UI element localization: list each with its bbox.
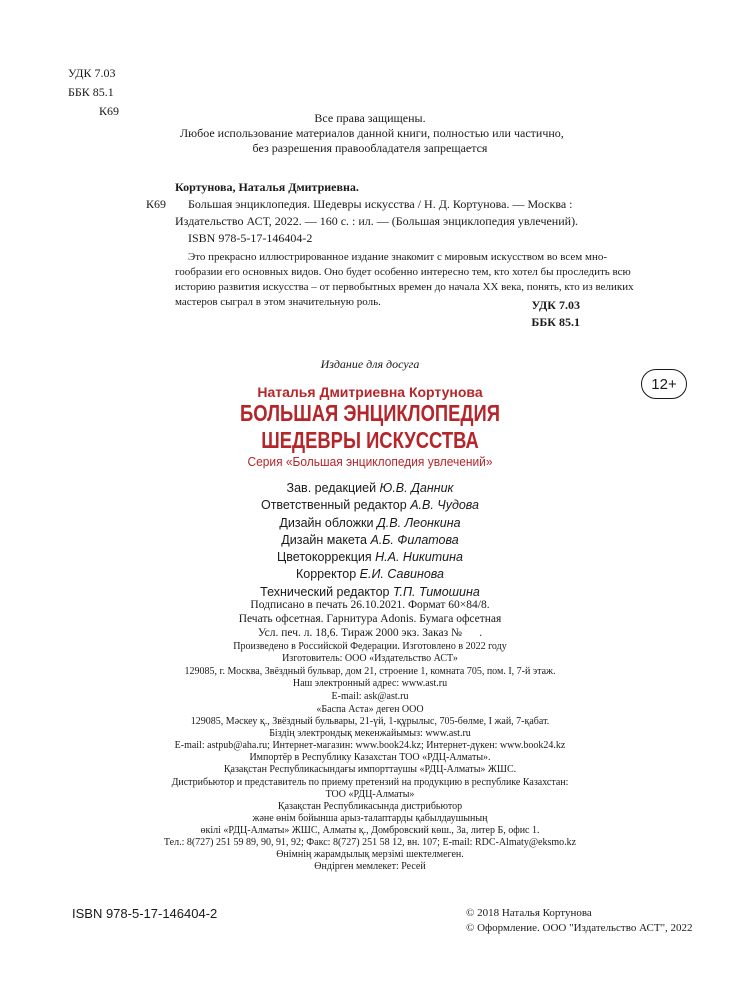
kazakh-line: және өнім бойынша арыз-талаптарды қабылдаушының <box>252 812 488 824</box>
catalog-udk: УДК 7.03 <box>531 298 580 312</box>
credit-name: А.Б. Филатова <box>370 532 459 547</box>
title-line: ШЕДЕВРЫ ИСКУССТВА <box>261 427 479 453</box>
kazakh-line: Дистрибьютор и представитель по приему претензий на продукцию в республике Казахстан: <box>171 776 569 788</box>
credit-name: Т.П. Тимошина <box>392 584 480 599</box>
book-author: Наталья Дмитриевна Кортунова <box>257 384 483 400</box>
kazakh-line: Өндірген мемлекет: Ресей <box>314 861 426 873</box>
kazakh-line: Қазақстан Республикасындағы импорттаушы «РДЦ-Алматы» ЖШС. <box>223 764 517 776</box>
rights-notice <box>180 111 564 156</box>
kazakhstan-info <box>150 704 590 873</box>
kazakh-line: ТОО «РДЦ-Алматы» <box>325 788 415 800</box>
print-info-line: Печать офсетная. Гарнитура Adonis. Бумага офсетная <box>238 613 502 625</box>
rights-line: Любое использование материалов данной книги, полностью или частично, <box>180 126 564 140</box>
footer-isbn: ISBN 978-5-17-146404-2 <box>72 906 218 921</box>
bbk-code: ББК 85.1 <box>68 85 114 99</box>
classification-block <box>68 64 119 121</box>
annotation-line: Это прекрасно иллюстрированное издание знакомит с мировым искусством во всем мно- <box>188 251 608 263</box>
credit-name: Ю.В. Данник <box>379 481 454 495</box>
credit-role: Дизайн обложки <box>279 515 374 530</box>
credit-role: Дизайн макета <box>281 532 367 547</box>
footer-copyright <box>466 906 693 936</box>
title-line: БОЛЬШАЯ ЭНЦИКЛОПЕДИЯ <box>240 400 500 426</box>
annotation-line: мастеров сыграл в этом значительную роль. <box>175 296 381 308</box>
kazakh-line: «Баспа Аста» деген ООО <box>316 704 424 715</box>
credit-name: Д.В. Леонкина <box>377 515 461 530</box>
series-name: Серия «Большая энциклопедия увлечений» <box>247 454 493 469</box>
credits-list <box>180 480 560 601</box>
credit-role: Зав. редакцией <box>286 481 377 495</box>
kazakh-line: 129085, Мәскеу қ., Звёздный бульвары, 21-үй, 1-құрылыс, 705-бөлме, I жай, 7-қабат. <box>190 716 550 728</box>
manufacturer-line: E-mail: ask@ast.ru <box>331 690 409 702</box>
kazakh-line: өкілі «РДЦ-Алматы» ЖШС, Алматы қ., Домбровский көш., 3а, литер Б, офис 1. <box>200 824 540 836</box>
credit-role: Технический редактор <box>260 584 390 599</box>
catalog-mark: К69 <box>146 197 167 211</box>
copyright-line: © 2018 Наталья Кортунова <box>466 907 592 919</box>
age-rating-badge <box>641 369 687 399</box>
print-info-line: Усл. печ. л. 18,6. Тираж 2000 экз. Заказ № . <box>257 627 483 639</box>
kazakh-line: E-mail: astpub@aha.ru; Интернет-магазин: www.book24.kz; Интернет-дүкен: www.book24.kz <box>174 740 566 752</box>
catalog-description: Большая энциклопедия. Шедевры искусства / Н. Д. Кортунова. — Москва : <box>188 197 573 211</box>
copyright-line: © Оформление. ООО "Издательство АСТ", 2022 <box>466 922 693 934</box>
credit-name: Е.И. Савинова <box>359 567 444 582</box>
kazakh-line: Тел.: 8(727) 251 59 89, 90, 91, 92; Факс: 8(727) 251 58 12, вн. 107; E-mail: RDC-Almaty@eksmo.kz <box>163 837 577 849</box>
credit-row <box>180 549 560 566</box>
credit-name: Н.А. Никитина <box>375 550 463 565</box>
manufacturer-info <box>150 641 590 703</box>
credit-role: Ответственный редактор <box>260 498 407 513</box>
manufacturer-line: Изготовитель: ООО «Издательство АСТ» <box>282 653 458 665</box>
kazakh-line: Өнімнің жарамдылық мерзімі шектелмеген. <box>276 849 464 861</box>
catalog-isbn: ISBN 978-5-17-146404-2 <box>188 231 313 245</box>
age-rating-label: 12+ <box>651 375 677 393</box>
rights-line: Все права защищены. <box>314 111 426 125</box>
udk-code: УДК 7.03 <box>68 66 116 80</box>
kazakh-line: Қазақстан Республикасында дистрибьютор <box>277 800 463 812</box>
book-title <box>170 400 570 454</box>
edition-type: Издание для досуга <box>320 357 420 371</box>
print-info <box>200 598 540 640</box>
credit-role: Корректор <box>296 567 357 582</box>
rights-line: без разрешения правообладателя запрещается <box>252 141 488 155</box>
credit-row <box>180 532 560 549</box>
credit-row <box>180 566 560 583</box>
print-info-line: Подписано в печать 26.10.2021. Формат 60×84/8. <box>250 599 490 611</box>
kazakh-line: Біздің электрондық мекенжайымыз: www.ast.ru <box>269 728 471 740</box>
credit-name: А.В. Чудова <box>410 498 480 513</box>
manufacturer-line: Наш электронный адрес: www.ast.ru <box>292 678 448 690</box>
author-mark: К69 <box>99 104 120 118</box>
kazakh-line: Импортёр в Республику Казахстан ТОО «РДЦ-Алматы». <box>249 752 491 764</box>
credit-row <box>180 497 560 514</box>
manufacturer-line: 129085, г. Москва, Звёздный бульвар, дом 21, строение 1, комната 705, пом. I, 7-й этаж. <box>184 665 556 677</box>
catalog-description: Издательство АСТ, 2022. — 160 с. : ил. — (Большая энциклопедия увлечений). <box>175 214 579 228</box>
annotation-line: гообразии его основных видов. Оно будет особенно интересно тем, кто хотел бы проследить всю <box>175 266 631 278</box>
credit-role: Цветокоррекция <box>277 550 372 565</box>
manufacturer-line: Произведено в Российской Федерации. Изготовлено в 2022 году <box>233 641 507 652</box>
credit-row <box>180 515 560 532</box>
catalog-author: Кортунова, Наталья Дмитриевна. <box>175 180 359 194</box>
annotation-line: историю развития искусства – от первобытных времен до начала XX века, понять, кто из великих <box>175 281 634 293</box>
catalog-bbk: ББК 85.1 <box>531 315 580 329</box>
credit-row <box>180 480 560 497</box>
